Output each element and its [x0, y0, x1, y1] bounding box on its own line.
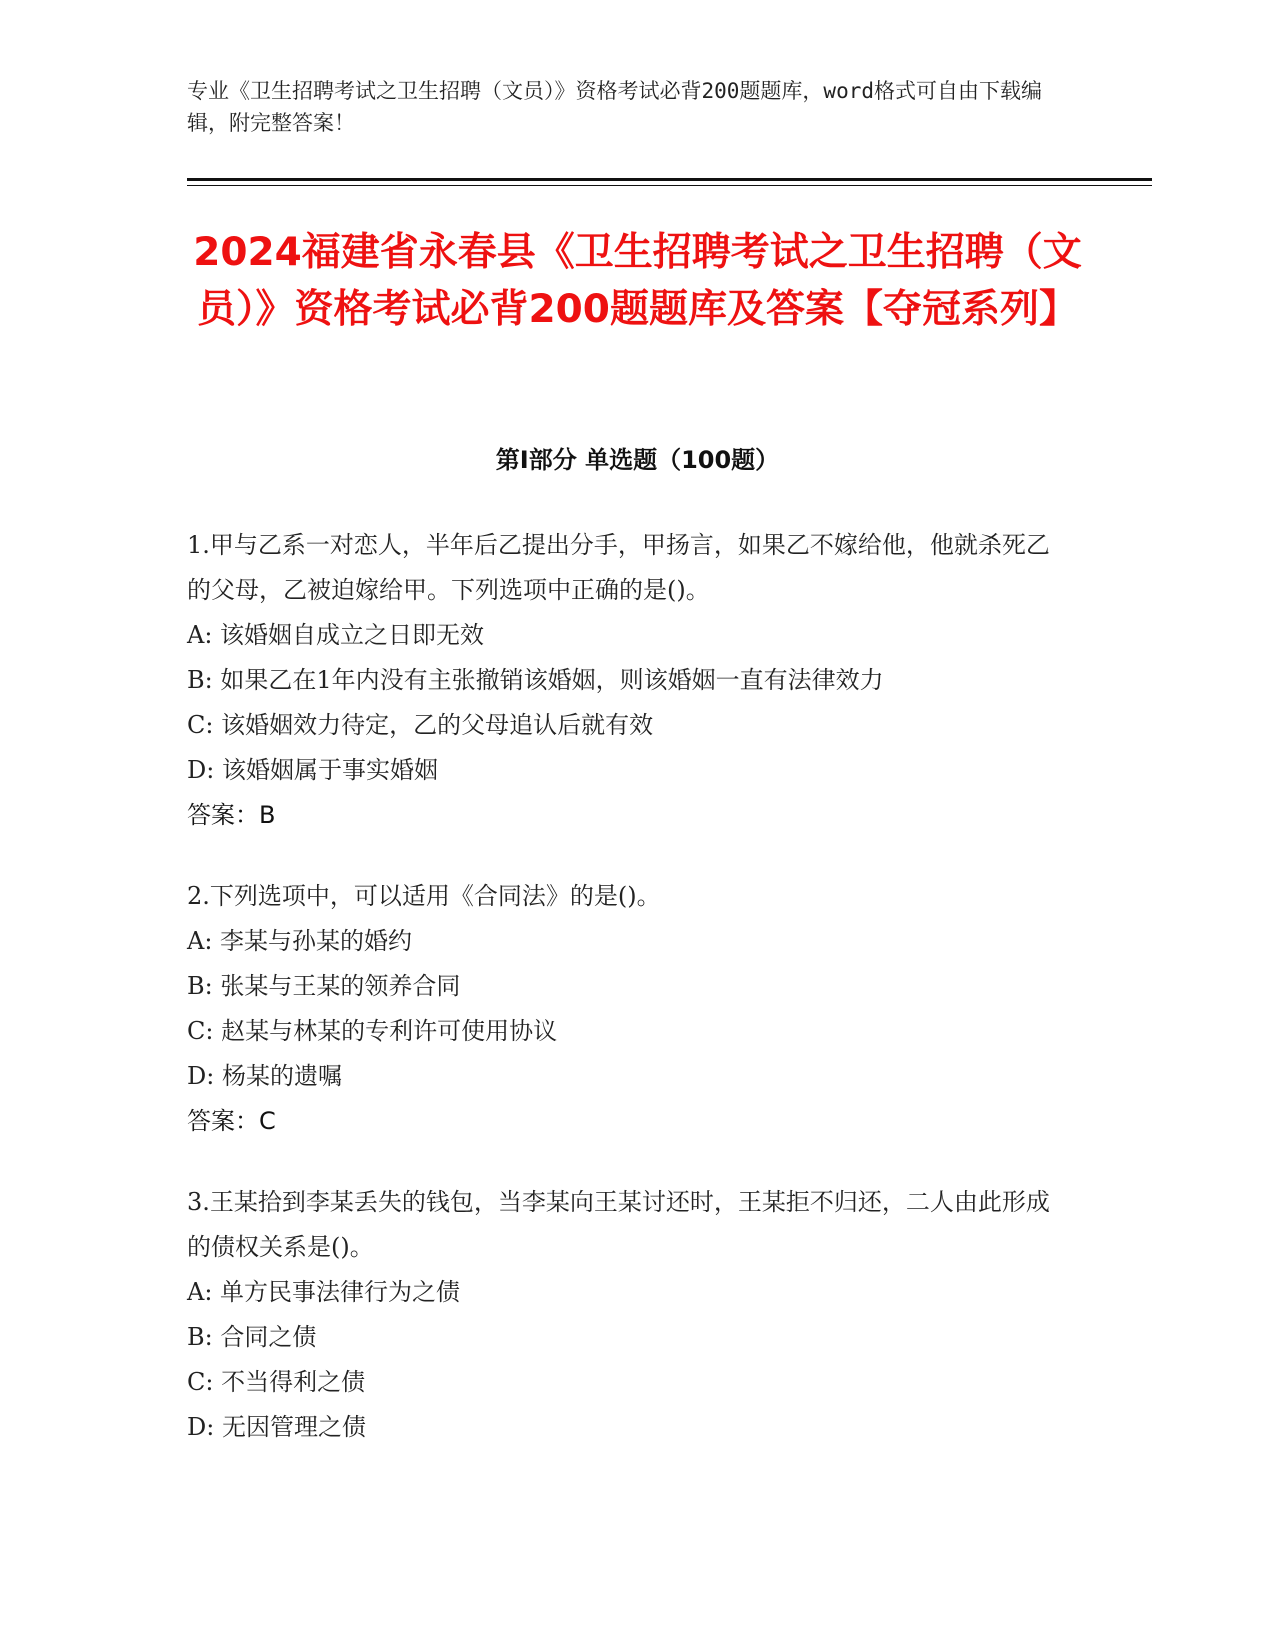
question-list — [187, 523, 1067, 1486]
option-c: C: 不当得利之债 — [187, 1368, 366, 1396]
option-c: C: 赵某与林某的专利许可使用协议 — [187, 1017, 558, 1045]
option-d: D: 无因管理之债 — [187, 1413, 366, 1441]
option-a: A: 李某与孙某的婚约 — [187, 927, 413, 955]
option-b: B: 合同之债 — [187, 1323, 317, 1351]
option-a: A: 该婚姻自成立之日即无效 — [187, 621, 485, 649]
question-stem: 1.甲与乙系一对恋人，半年后乙提出分手，甲扬言，如果乙不嫁给他，他就杀死乙的父母，乙被迫嫁给甲。下列选项中正确的是()。 — [187, 531, 1050, 604]
option-a: A: 单方民事法律行为之债 — [187, 1278, 461, 1306]
option-c: C: 该婚姻效力待定，乙的父母追认后就有效 — [187, 711, 654, 739]
question-2 — [187, 874, 1067, 1144]
question-1 — [187, 523, 1067, 838]
question-stem: 3.王某拾到李某丢失的钱包，当李某向王某讨还时，王某拒不归还，二人由此形成的债权关系是()。 — [187, 1188, 1050, 1261]
option-b: B: 张某与王某的领养合同 — [187, 972, 461, 1000]
answer-line: 答案：C — [187, 1107, 276, 1135]
header-note: 专业《卫生招聘考试之卫生招聘（文员）》资格考试必背200题题库，word格式可自由下载编辑，附完整答案！ — [187, 79, 1042, 135]
section-title: 第I部分 单选题（100题） — [495, 446, 780, 474]
header-rule-thick — [187, 178, 1152, 181]
option-b: B: 如果乙在1年内没有主张撤销该婚姻，则该婚姻一直有法律效力 — [187, 666, 884, 694]
option-d: D: 该婚姻属于事实婚姻 — [187, 756, 438, 784]
option-d: D: 杨某的遗嘱 — [187, 1062, 342, 1090]
header-rule-thin — [187, 185, 1152, 186]
question-stem: 2.下列选项中，可以适用《合同法》的是()。 — [187, 882, 661, 910]
answer-line: 答案：B — [187, 801, 276, 829]
question-3 — [187, 1180, 1067, 1450]
document-title: 2024福建省永春县《卫生招聘考试之卫生招聘（文员）》资格考试必背200题题库及答案【夺冠系列】 — [193, 230, 1082, 332]
